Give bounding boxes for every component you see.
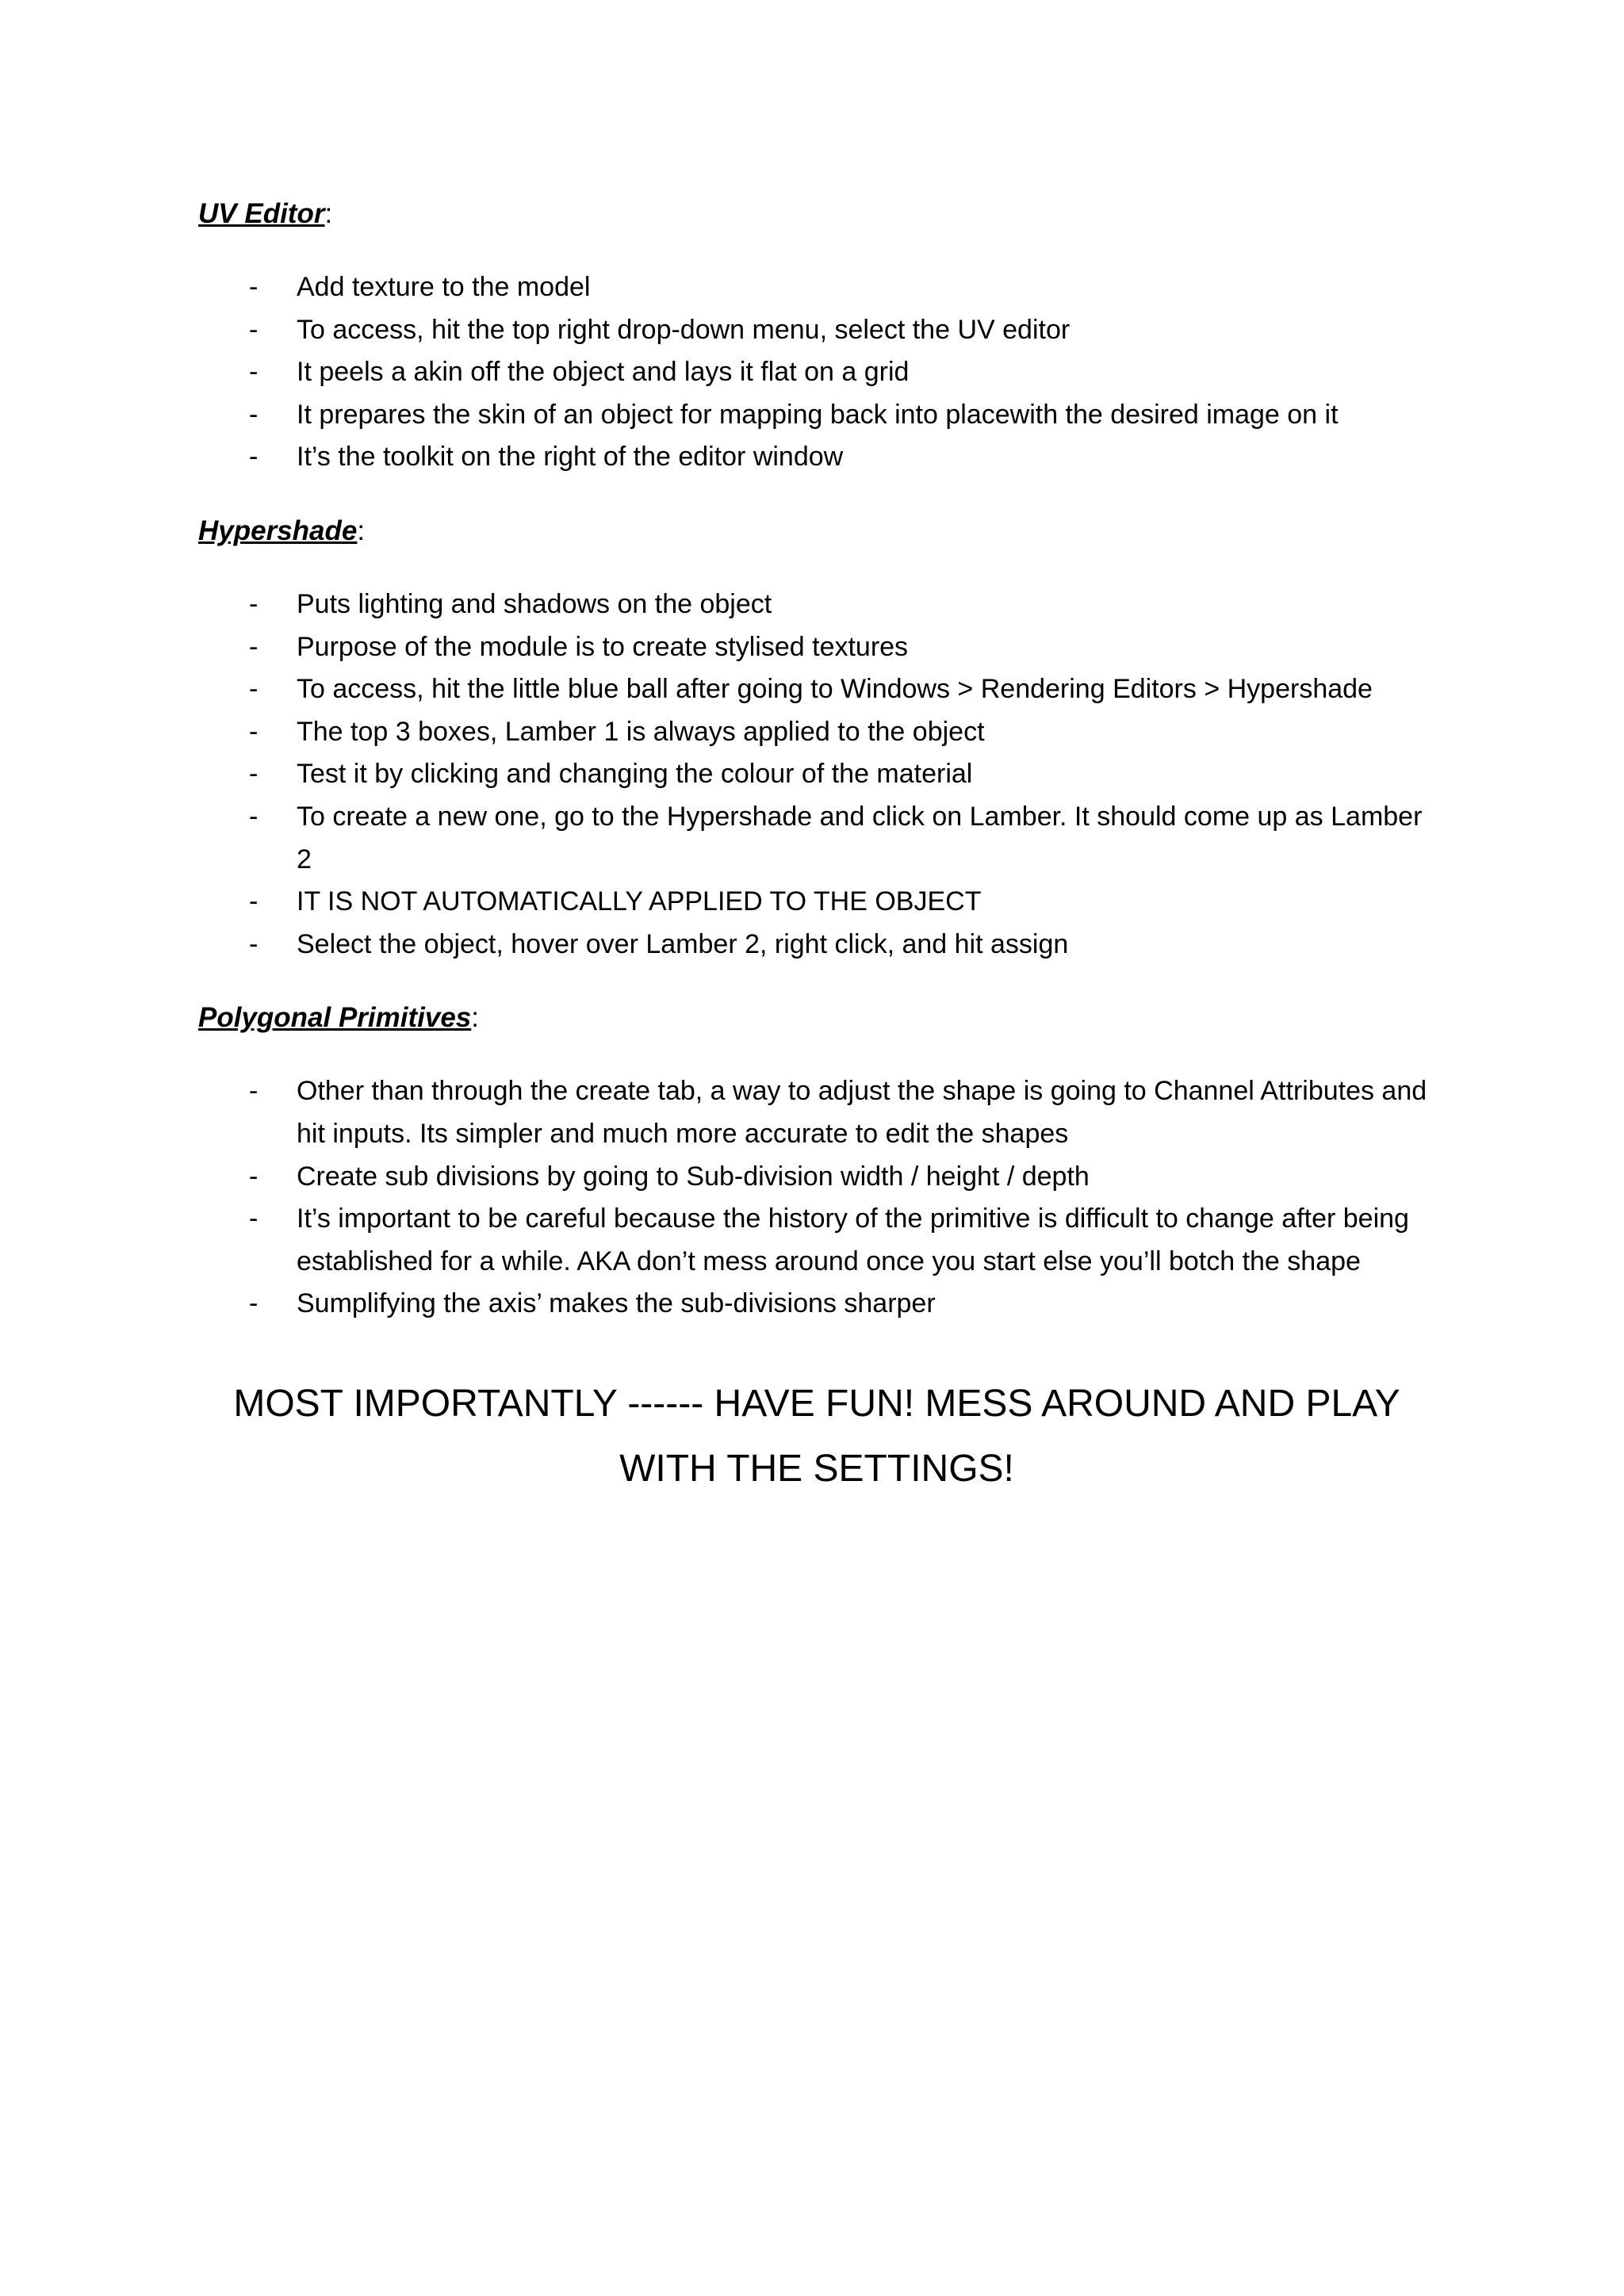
closing-statement [198, 1372, 1435, 1502]
section-title: Hypershade [198, 515, 358, 546]
bullet-dash: - [249, 1203, 259, 1234]
section-heading-uv-editor [198, 197, 1435, 232]
bullet-list-hypershade [198, 584, 1435, 966]
list-item [198, 1156, 1435, 1199]
list-item [198, 668, 1435, 711]
list-item-text: Select the object, hover over Lamber 2, right click, and hit assign [297, 928, 1069, 959]
list-item-text: It peels a akin off the object and lays it flat on a grid [297, 357, 910, 388]
list-item [198, 796, 1435, 881]
list-item-text: To create a new one, go to the Hypershade and click on Lamber. It should come up as Lamber 2 [297, 801, 1423, 874]
list-item-text: It prepares the skin of an object for mapping back into placewith the desired image on it [297, 399, 1339, 430]
list-item [198, 584, 1435, 626]
list-item [198, 881, 1435, 924]
section-title-colon: : [471, 1002, 480, 1034]
bullet-dash: - [249, 759, 259, 790]
list-item [198, 266, 1435, 309]
closing-line: WITH THE SETTINGS! [619, 1448, 1014, 1490]
closing-line: MOST IMPORTANTLY ------ HAVE FUN! MESS AROUND AND PLAY [233, 1383, 1400, 1425]
list-item-text: Other than through the create tab, a way to adjust the shape is going to Channel Attributes and hit inputs. Its simpler and much more accurate to edit the shapes [297, 1076, 1427, 1149]
bullet-dash: - [249, 1161, 259, 1192]
list-item-text: Test it by clicking and changing the colour of the material [297, 759, 973, 790]
section-heading-hypershade [198, 514, 1435, 549]
list-item-text: To access, hit the little blue ball after going to Windows > Rendering Editors > Hypershade [297, 674, 1373, 705]
list-item [198, 711, 1435, 754]
list-item-text: IT IS NOT AUTOMATICALLY APPLIED TO THE OBJECT [297, 886, 982, 917]
list-item [198, 394, 1435, 437]
bullet-dash: - [249, 674, 259, 705]
list-item [198, 436, 1435, 479]
list-item-text: Add texture to the model [297, 272, 591, 302]
bullet-dash: - [249, 886, 259, 917]
list-item [198, 1198, 1435, 1283]
bullet-dash: - [249, 1288, 259, 1319]
list-item [198, 924, 1435, 966]
bullet-dash: - [249, 631, 259, 662]
list-item [198, 351, 1435, 394]
list-item-text: It’s important to be careful because the history of the primitive is difficult to change after being established for a while. AKA don’t mess around once you start else you’ll botch the shape [297, 1203, 1409, 1276]
bullet-dash: - [249, 801, 259, 832]
section-title: Polygonal Primitives [198, 1002, 472, 1034]
bullet-dash: - [249, 357, 259, 388]
bullet-dash: - [249, 442, 259, 473]
list-item-text: Sumplifying the axis’ makes the sub-divisions sharper [297, 1288, 936, 1319]
list-item [198, 1070, 1435, 1155]
bullet-dash: - [249, 314, 259, 345]
bullet-dash: - [249, 272, 259, 302]
list-item-text: Puts lighting and shadows on the object [297, 588, 772, 619]
list-item-text: To access, hit the top right drop-down menu, select the UV editor [297, 314, 1071, 345]
bullet-dash: - [249, 928, 259, 959]
section-heading-polygonal-primitives [198, 1001, 1435, 1035]
bullet-list-uv-editor [198, 266, 1435, 479]
bullet-dash: - [249, 588, 259, 619]
list-item [198, 626, 1435, 669]
list-item [198, 309, 1435, 352]
list-item-text: Create sub divisions by going to Sub-division width / height / depth [297, 1161, 1090, 1192]
list-item-text: Purpose of the module is to create stylised textures [297, 631, 909, 662]
list-item-text: It’s the toolkit on the right of the editor window [297, 442, 844, 473]
list-item-text: The top 3 boxes, Lamber 1 is always applied to the object [297, 716, 985, 747]
section-title-colon: : [357, 515, 366, 546]
section-title: UV Editor [198, 198, 325, 229]
list-item [198, 753, 1435, 796]
section-title-colon: : [324, 198, 333, 229]
bullet-list-polygonal-primitives [198, 1070, 1435, 1326]
document-body [198, 197, 1435, 1360]
list-item [198, 1283, 1435, 1326]
bullet-dash: - [249, 1076, 259, 1107]
bullet-dash: - [249, 716, 259, 747]
bullet-dash: - [249, 399, 259, 430]
